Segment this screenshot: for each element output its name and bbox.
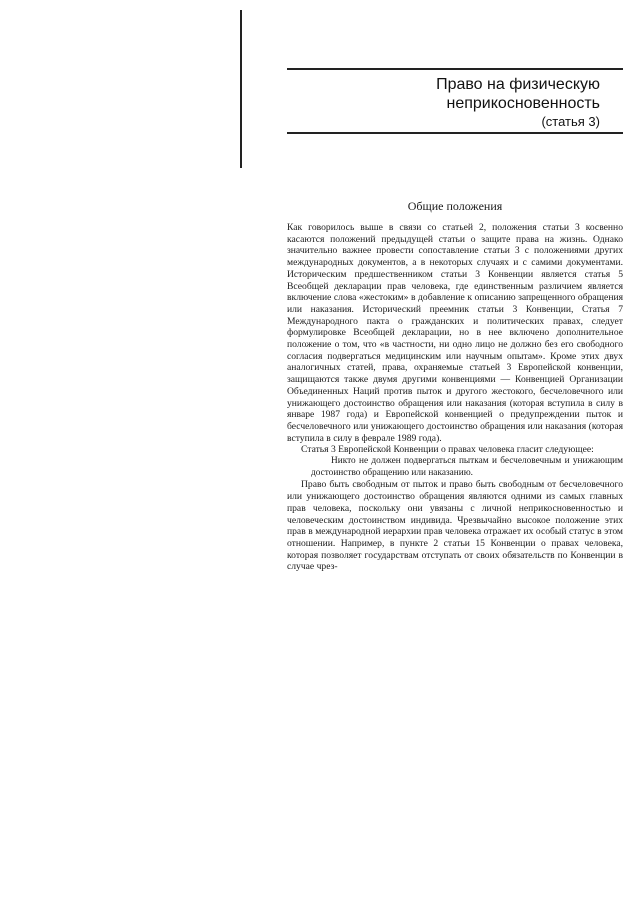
- title-top-rule: [287, 68, 623, 70]
- chapter-title-line-1: Право на физическую: [436, 76, 600, 93]
- body-text: [287, 222, 623, 573]
- paragraph-1: Как говорилось выше в связи со статьей 2, положения статьи 3 косвенно касаются положений предыдущей статьи о защите права на жизнь. Однако значительно важнее провести сопоставление статьи 3 с положениями других международных документов, а в некоторых случаях и с самими документами. Историческим предшественником статьи 3 Конвенции является статья 5 Всеобщей декларации прав человека, где единственным различием является включение слова «жестоким» в добавление к описанию запрещенного обращения или наказания. Исторический преемник статьи 3 Конвенции, Статья 7 Международного пакта о гражданских и политических правах, следует формулировке Всеобщей декларации, но в нее включено дополнительное положение о том, что «в частности, ни одно лицо не должно без его свободного согласия подвергаться медицинским или научным опытам». Кроме этих двух аналогичных статей, права, охраняемые статьей 3 Европейской конвенции, защищаются также двумя другими конвенциями — Конвенцией Организации Объединенных Наций против пыток и другого жестокого, бесчеловечного или унижающего достоинство обращения или наказания (которая вступила в силу в январе 1987 года) и Европейской конвенцией о предупреждении пыток и бесчеловечного или унижающего достоинство обращения или наказания (которая вступила в силу в феврале 1989 года).: [287, 222, 623, 444]
- section-heading: Общие положения: [407, 199, 503, 213]
- chapter-title-block: [300, 75, 600, 131]
- chapter-title-line-2: неприкосновенность: [446, 95, 600, 112]
- margin-vertical-bar: [240, 10, 242, 168]
- paragraph-2: Статья 3 Европейской Конвенции о правах человека гласит следующее:: [301, 444, 594, 456]
- title-bottom-rule: [287, 132, 623, 134]
- article-quote: Никто не должен подвергаться пыткам и бесчеловечным и унижающим достоинство обращению или наказанию.: [311, 456, 623, 478]
- paragraph-3: Право быть свободным от пыток и право быть свободным от бесчеловечного или унижающего достоинство обращения являются одними из самых главных прав человека, поскольку они увязаны с личной неприкосновенностью и человеческим достоинством индивида. Чрезвычайно высокое положение этих прав в международной иерархии прав человека отражает их особый статус в этом отношении. Например, в пункте 2 статьи 15 Конвенции о правах человека, которая позволяет государствам отступать от своих обязательств по Конвенции в случае чрез-: [287, 479, 623, 573]
- chapter-subtitle: (статья 3): [541, 114, 600, 129]
